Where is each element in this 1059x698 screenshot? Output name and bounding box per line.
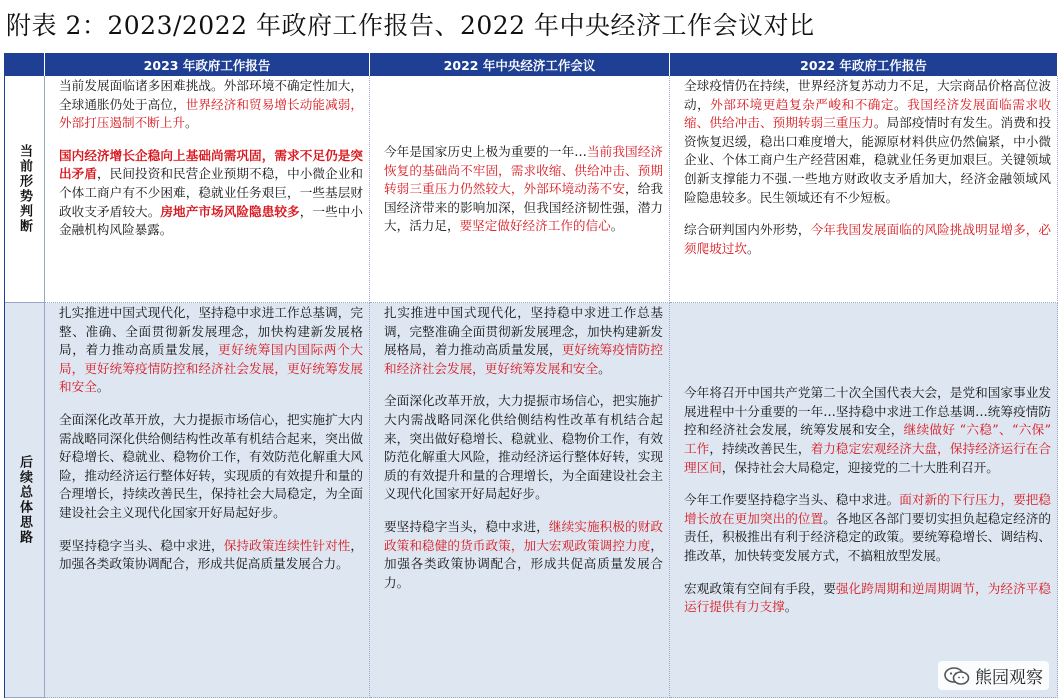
- highlighted-text: 着力稳定宏观经济大盘，保持经济运行在合理区间: [684, 441, 1052, 475]
- text-run: 当前发展面临诸多困难挑战。外部环境不确定性加大，全球通胀仍处于高位，: [59, 78, 363, 112]
- paragraph: [59, 147, 363, 240]
- highlighted-text: 更好统筹国内国际两个大局，更好统筹疫情防控和经济社会发展，更好统筹发展和安全: [59, 342, 364, 395]
- paragraph: [384, 143, 663, 236]
- text-run: ，加强各类政策协调配合，形成共促高质量发展合力。: [384, 537, 663, 590]
- text-run: 。: [746, 240, 760, 256]
- highlighted-text: 更好统筹疫情防控和经济社会发展，更好统筹发展和安全: [384, 342, 664, 376]
- text-run: 扎实推进中国式现代化，坚持稳中求进工作总基调，完整、准确、全面贯彻新发展理念，加快构建新发展格局，着力推动高质量发展，: [59, 305, 363, 358]
- text-run: ，持续改善民生，: [709, 441, 811, 457]
- cell-content: [384, 304, 663, 592]
- paragraph-gap: [59, 523, 363, 537]
- comparison-table: [4, 53, 1058, 698]
- paragraph: [684, 221, 1051, 258]
- highlighted-text: 要坚定做好经济工作的信心: [459, 218, 611, 234]
- highlighted-text: 我国经济发展面临需求收缩、供给冲击、预期转弱三重压力: [684, 96, 1052, 131]
- text-run: 。: [598, 360, 611, 376]
- highlighted-text: 继续实施积极的财政政策和稳健的货币政策，加大宏观政策调控力度: [384, 518, 664, 553]
- text-run: 。: [894, 96, 908, 112]
- header-2022-gov-report: 2022 年政府工作报告: [670, 53, 1058, 76]
- text-run: 要坚持稳字当头、稳中求进，: [59, 537, 224, 553]
- text-run: ，给我国经济带来的影响加深，但我国经济韧性强，潜力大，活力足，: [384, 181, 664, 234]
- highlighted-text: 强化跨周期和逆周期调节，为经济平稳运行提供有力支撑: [684, 580, 1052, 615]
- text-run: 今年是国家历史上极为重要的一年…: [384, 144, 587, 160]
- paragraph: [684, 491, 1051, 565]
- text-run: 要坚持稳字当头，稳中求进，: [384, 518, 549, 534]
- text-run: 扎实推进中国式现代化，坚持稳中求进工作总基调，完整准确全面贯彻新发展理念，加快构建新发展格局，着力推动高质量发展，: [384, 305, 663, 358]
- text-run: 今年将召开中国共产党第二十次全国代表大会，是党和国家事业发展进程中十分重要的一年…坚持稳中求进工作总基调…统筹疫情防控和经济社会发展，统筹发展和安全，: [684, 385, 1051, 438]
- text-run: 全面深化改革开放，大力提振市场信心，把实施扩大内需战略同深化供给侧结构性改革有机结合起来，突出做好稳增长、稳就业、稳物价工作，有效防范化解重大风险，推动经济运行整体好转，实现质的有效提升和量的合理增长，持续改善民生，保持社会大局稳定，为全面建设社会主义现代化国家开好局起好步。: [59, 411, 363, 520]
- paragraph: [59, 304, 363, 397]
- row-label-current-situation: 当前形势判断: [5, 76, 45, 303]
- paragraph-gap: [384, 504, 663, 518]
- highlighted-text: 国内经济增长企稳向上基础尚需巩固，需求不足仍是突出矛盾: [59, 147, 363, 182]
- paragraph: [59, 411, 363, 523]
- text-run: ，民间投资和民营企业预期不稳，中小微企业和个体工商户有不少困难，稳就业任务艰巨，一些基层财政收支矛盾较大。: [59, 166, 364, 219]
- watermark-text: 熊园观察: [975, 668, 1043, 688]
- cell-content: [684, 77, 1051, 258]
- highlighted-text: 当前我国经济恢复的基础尚不牢固，需求收缩、供给冲击、预期转弱三重压力仍然较大，外部环境动荡不安: [384, 144, 664, 197]
- page-title: 附表 2：2023/2022 年政府工作报告、2022 年中央经济工作会议对比: [6, 11, 815, 40]
- paragraph: [384, 518, 663, 592]
- cell-2023-current: [45, 76, 370, 303]
- cell-2022-current: [670, 76, 1058, 303]
- paragraph-gap: [384, 378, 663, 392]
- text-run: 。: [184, 115, 198, 131]
- text-run: 今年工作要坚持稳字当头、稳中求进。: [684, 492, 900, 508]
- text-run: 。: [610, 218, 624, 234]
- cell-cewc-current: [370, 76, 670, 303]
- cell-2022-approach: [670, 303, 1058, 698]
- paragraph-gap: [59, 133, 363, 147]
- wechat-icon: [944, 666, 970, 686]
- text-run: 。: [784, 599, 798, 615]
- paragraph: [384, 392, 663, 504]
- text-run: ，加强各类政策协调配合，形成共促高质量发展合力。: [59, 537, 364, 572]
- text-run: 全球疫情仍在持续，世界经济复苏动力不足，大宗商品价格高位波动，: [684, 78, 1051, 112]
- paragraph-gap: [684, 566, 1051, 580]
- highlighted-text: 房地产市场风险隐患较多: [160, 203, 300, 219]
- highlighted-text: 世界经济和贸易增长动能减弱，外部打压遏制不断上升: [59, 96, 364, 131]
- paragraph: [684, 580, 1051, 617]
- text-run: 全面深化改革开放，大力提振市场信心，把实施扩大内需战略同深化供给侧结构性改革有机结合起来，突出做好稳增长、稳就业、稳物价工作，有效防范化解重大风险，推动经济运行整体好转，实现质的有效提升和量的合理增长，为全面建设社会主义现代化国家开好局起好步。: [384, 393, 663, 502]
- paragraph: [59, 77, 363, 133]
- highlighted-text: 外部环境更趋复杂严峻和不确定: [710, 96, 895, 112]
- highlighted-text: 保持政策连续性针对性: [223, 537, 351, 553]
- cell-2023-approach: [45, 303, 370, 698]
- text-run: 。局部疫情时有发生。消费和投资恢复迟缓，稳出口难度增大，能源原材料供应仍然偏紧，中小微企业、个体工商户生产经营困难，稳就业任务更加艰巨。关键领域创新支撑能力不强.一些地方财政收支矛盾加大，经济金融领域风险隐患较多。民生领域还有不少短板。: [684, 115, 1052, 205]
- cell-content: [59, 304, 363, 574]
- paragraph: [384, 304, 663, 378]
- text-run: 。各地区各部门要切实担负起稳定经济的责任，积极推出有利于经济稳定的政策。要统筹稳增长、调结构、推改革，加快转变发展方式，不搞粗放型发展。: [684, 510, 1052, 563]
- paragraph-gap: [684, 207, 1051, 221]
- cell-content: [59, 77, 363, 240]
- paragraph: [684, 77, 1051, 207]
- paragraph-gap: [684, 477, 1051, 491]
- text-run: 综合研判国内外形势，: [684, 222, 811, 238]
- row-label-overall-approach: 后续总体思路: [5, 303, 45, 698]
- cell-cewc-approach: [370, 303, 670, 698]
- paragraph: [59, 537, 363, 574]
- text-run: ，保持社会大局稳定，迎接党的二十大胜利召开。: [721, 459, 999, 475]
- text-run: 宏观政策有空间有手段，要: [684, 580, 836, 596]
- highlighted-text: 面对新的下行压力，要把稳增长放在更加突出的位置: [684, 492, 1052, 526]
- header-corner: [5, 53, 45, 76]
- text-run: ，一些中小金融机构风险暴露。: [59, 203, 364, 238]
- highlighted-text: 今年我国发展面临的风险挑战明显增多，必须爬坡过坎: [684, 222, 1052, 256]
- header-2023-gov-report: 2023 年政府工作报告: [45, 53, 370, 76]
- paragraph-gap: [59, 397, 363, 411]
- paragraph: [684, 384, 1051, 477]
- cell-content: [384, 143, 663, 236]
- cell-content: [684, 384, 1051, 617]
- highlighted-text: 继续做好 “六稳”、“六保” 工作: [684, 422, 1052, 457]
- watermark: [938, 661, 1049, 690]
- text-run: 。: [96, 379, 110, 395]
- header-2022-cewc: 2022 年中央经济工作会议: [370, 53, 670, 76]
